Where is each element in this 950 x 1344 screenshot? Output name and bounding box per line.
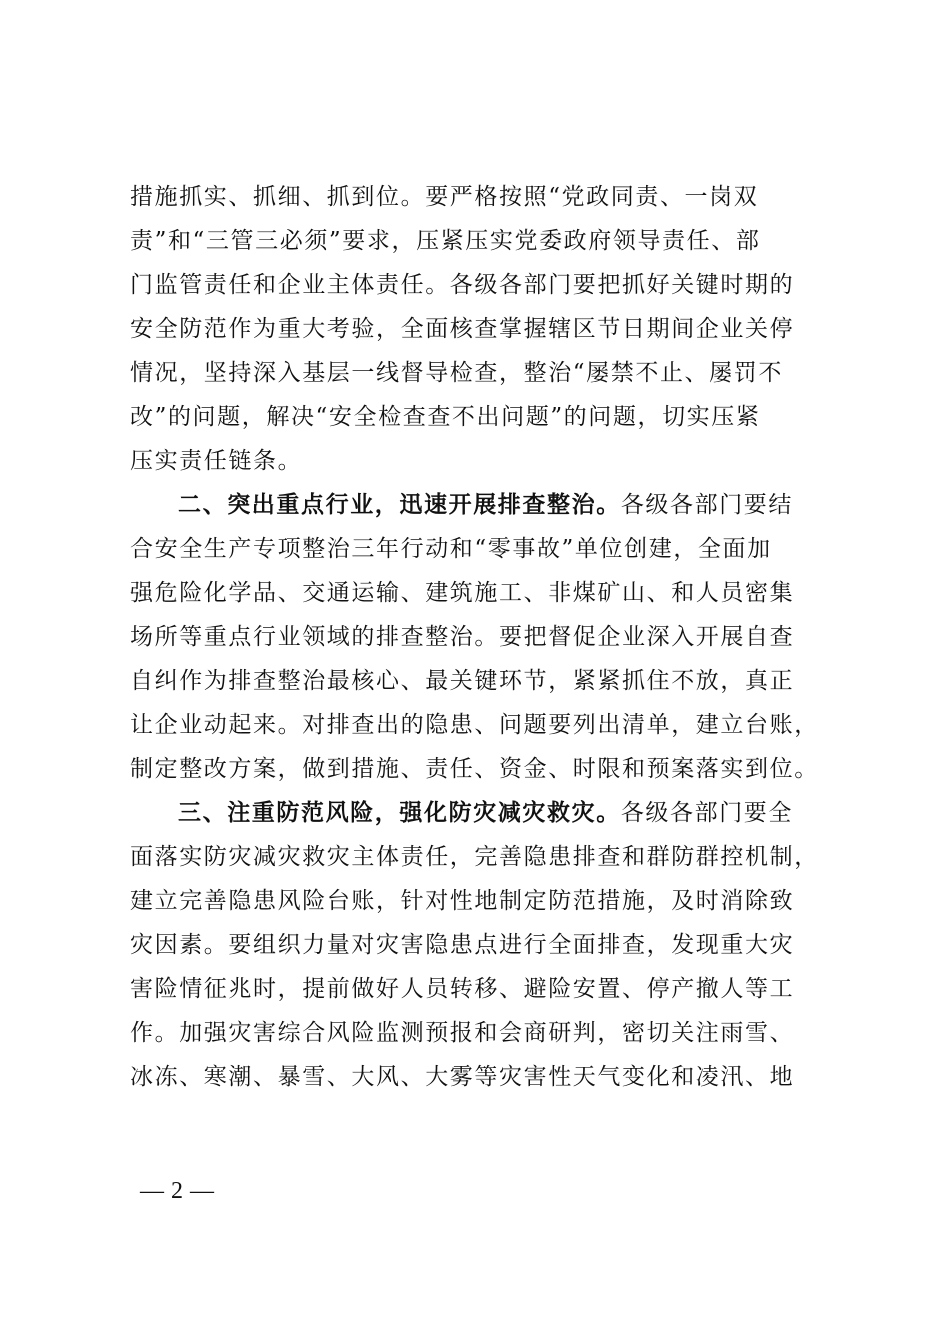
paragraph-line: 害险情征兆时，提前做好人员转移、避险安置、停产撤人等工 [130, 976, 795, 1002]
document-body [130, 175, 820, 1099]
paragraph-line: 灾因素。要组织力量对灾害隐患点进行全面排查，发现重大灾 [130, 932, 795, 958]
paragraph-line: 合安全生产专项整治三年行动和“零事故”单位创建，全面加 [130, 536, 772, 562]
paragraph-line: 作。加强灾害综合风险监测预报和会商研判，密切关注雨雪、 [130, 1020, 795, 1046]
section-2-first-line-text: 各级各部门要结 [620, 492, 794, 518]
paragraph-line: 自纠作为排查整治最核心、最关键环节，紧紧抓住不放，真正 [130, 668, 795, 694]
section-2-paragraph [130, 483, 820, 791]
paragraph-line: 改”的问题，解决“安全检查查不出问题”的问题，切实压紧 [130, 404, 761, 430]
section-3-paragraph [130, 791, 820, 1099]
paragraph-line: 场所等重点行业领域的排查整治。要把督促企业深入开展自查 [130, 624, 795, 650]
section-2-heading: 二、突出重点行业，迅速开展排查整治。 [178, 491, 621, 518]
paragraph-line: 让企业动起来。对排查出的隐患、问题要列出清单，建立台账， [130, 712, 819, 738]
section-3-first-line [130, 791, 820, 835]
paragraph-line: 责”和“三管三必须”要求，压紧压实党委政府领导责任、部 [130, 228, 761, 254]
paragraph-line: 制定整改方案，做到措施、责任、资金、时限和预案落实到位。 [130, 756, 819, 782]
paragraph-line: 冰冻、寒潮、暴雪、大风、大雾等灾害性天气变化和凌汛、地 [130, 1064, 795, 1090]
paragraph-line: 压实责任链条。 [130, 448, 303, 474]
paragraph-line: 门监管责任和企业主体责任。各级各部门要把抓好关键时期的 [130, 272, 795, 298]
section-2-first-line [130, 483, 820, 527]
paragraph-line: 面落实防灾减灾救灾主体责任，完善隐患排查和群防群控机制， [130, 844, 819, 870]
section-3-first-line-text: 各级各部门要全 [620, 800, 794, 826]
paragraph-line: 情况，坚持深入基层一线督导检查，整治“屡禁不止、屡罚不 [130, 360, 783, 386]
paragraph-line: 安全防范作为重大考验，全面核查掌握辖区节日期间企业关停 [130, 316, 795, 342]
paragraph-line: 强危险化学品、交通运输、建筑施工、非煤矿山、和人员密集 [130, 580, 795, 606]
page-number: — 2 — [140, 1178, 215, 1204]
section-3-heading: 三、注重防范风险，强化防灾减灾救灾。 [178, 799, 621, 826]
paragraph-1 [130, 175, 820, 483]
paragraph-line: 建立完善隐患风险台账，针对性地制定防范措施，及时消除致 [130, 888, 795, 914]
paragraph-line: 措施抓实、抓细、抓到位。要严格按照“党政同责、一岗双 [130, 184, 759, 210]
